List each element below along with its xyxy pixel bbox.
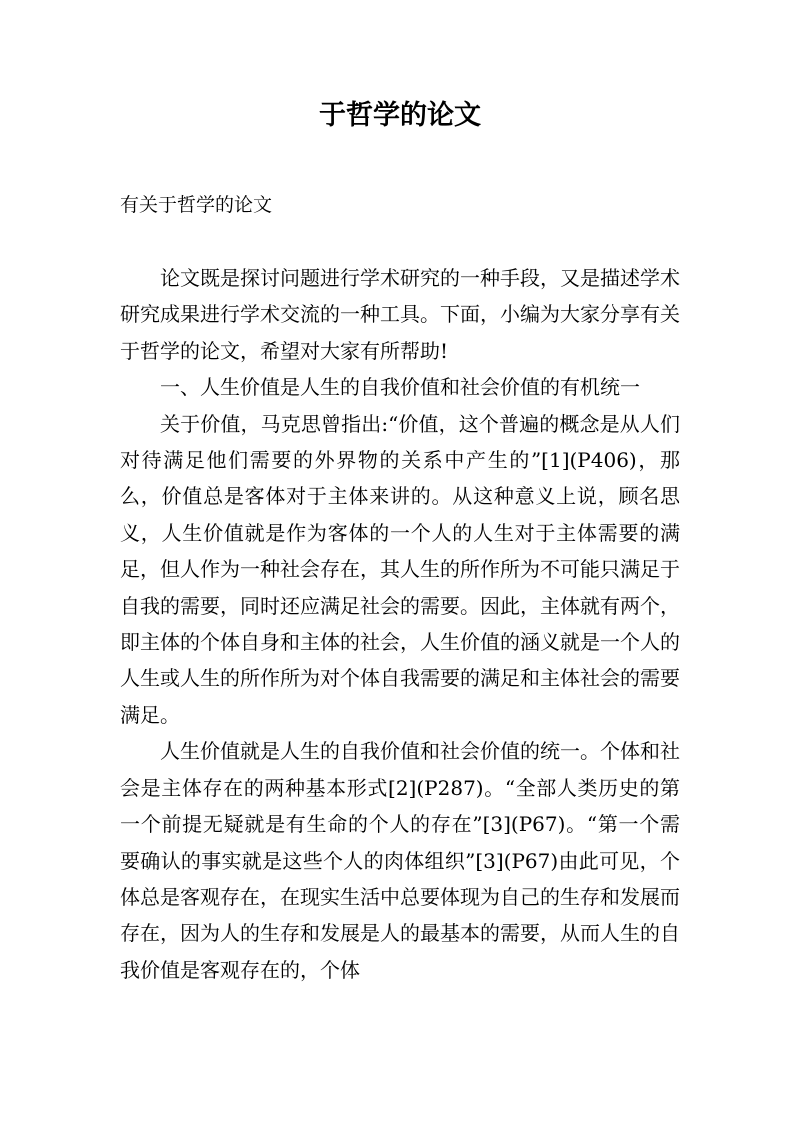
paragraph-value-unity: 人生价值就是人生的自我价值和社会价值的统一。个体和社会是主体存在的两种基本形式[2](P287)。“全部人类历史的第一个前提无疑就是有生命的个人的存在”[3](P67)。“第一个需要确认的事实就是这些个人的肉体组织”[3](P67)由此可见，个体总是客观存在，在现实生活中总要体现为自己的生存和发展而存在，因为人的生存和发展是人的最基本的需要，从而人生的自我价值是客观存在的，个体 xyxy=(120,739,680,982)
document-body xyxy=(120,260,680,988)
document-subtitle: 有关于哲学的论文 xyxy=(120,194,273,216)
paragraph-value-definition: 关于价值，马克思曾指出:“价值，这个普遍的概念是从人们对待满足他们需要的外界物的关系中产生的”[1](P406)，那么，价值总是客体对于主体来讲的。从这种意义上说，顾名思义，人生价值就是作为客体的一个人的人生对于主体需要的满足，但人作为一种社会存在，其人生的所作所为不可能只满足于自我的需要，同时还应满足社会的需要。因此，主体就有两个，即主体的个体自身和主体的社会，人生价值的涵义就是一个人的人生或人生的所作所为对个体自我需要的满足和主体社会的需要满足。 xyxy=(120,411,680,727)
section-heading: 一、人生价值是人生的自我价值和社会价值的有机统一 xyxy=(160,375,640,400)
page-title: 于哲学的论文 xyxy=(319,100,481,131)
paragraph-intro: 论文既是探讨问题进行学术研究的一种手段，又是描述学术研究成果进行学术交流的一种工具。下面，小编为大家分享有关于哲学的论文，希望对大家有所帮助! xyxy=(120,266,680,363)
